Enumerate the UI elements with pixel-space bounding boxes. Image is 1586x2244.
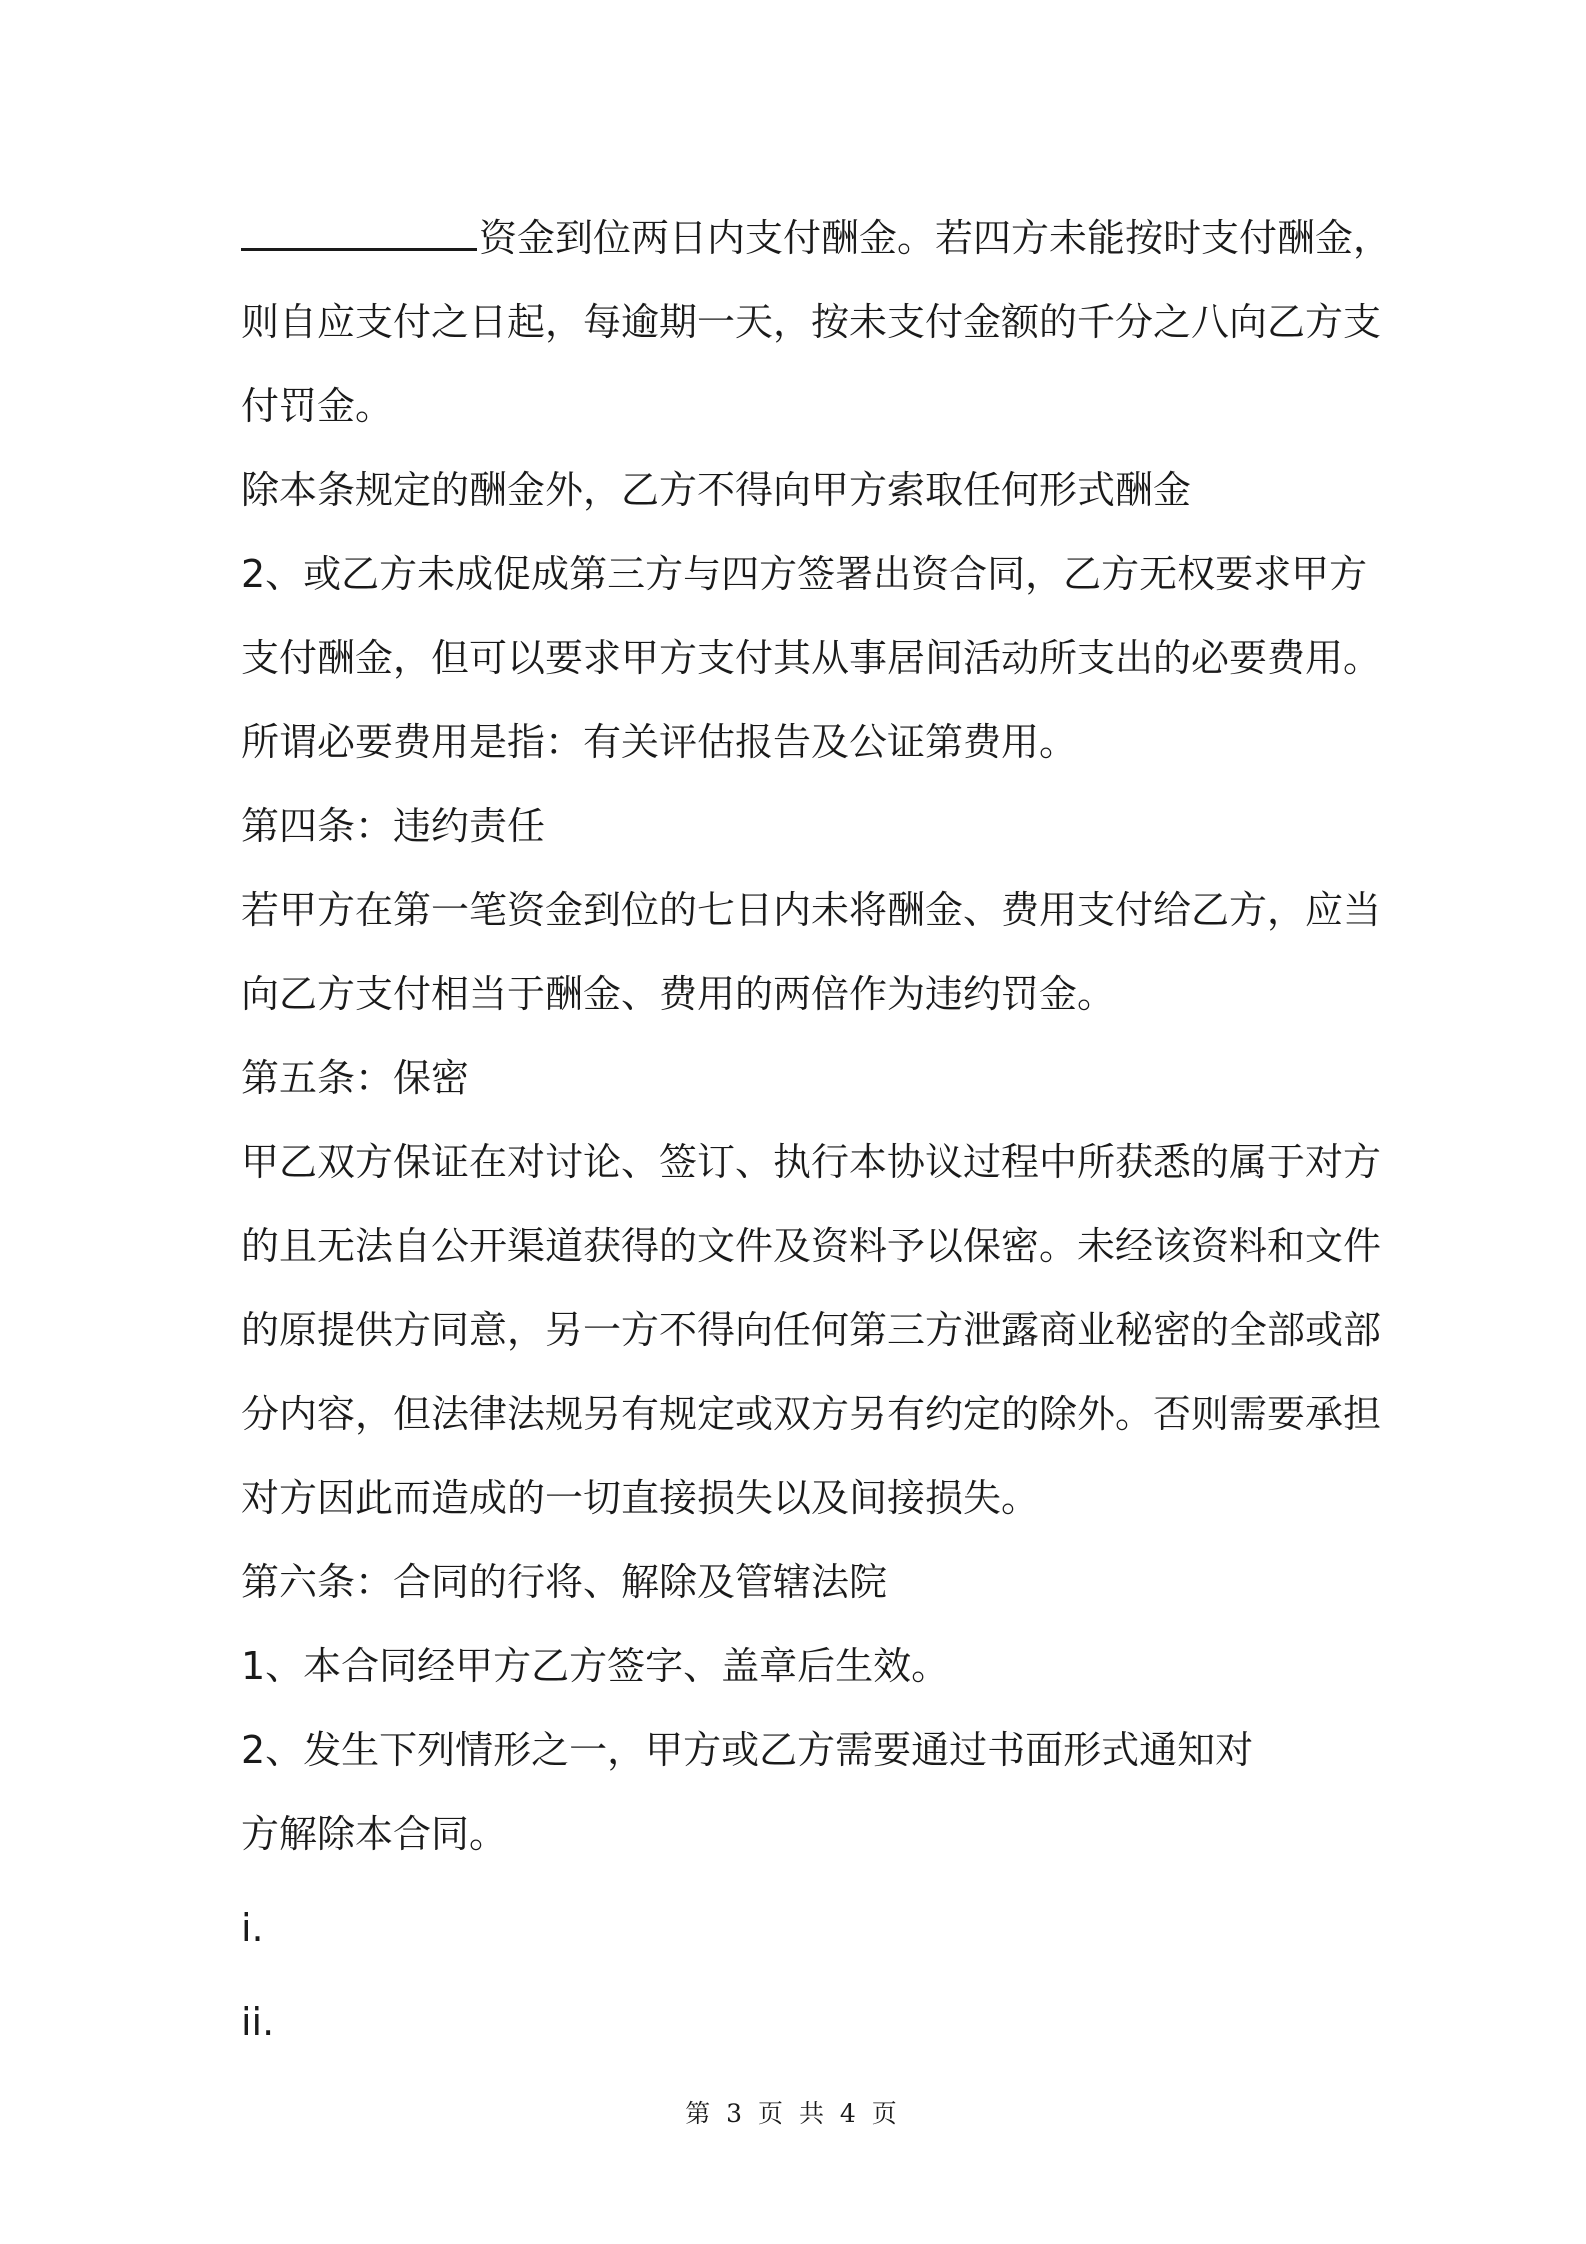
paragraph-line: 方解除本合同。 bbox=[241, 1812, 508, 1856]
page-number-footer: 第 3 页 共 4 页 bbox=[685, 2099, 901, 2128]
section-heading: 第六条：合同的行将、解除及管辖法院 bbox=[241, 1560, 888, 1604]
paragraph-line: 除本条规定的酬金外，乙方不得向甲方索取任何形式酬金 bbox=[241, 468, 1192, 512]
paragraph-line: 甲乙双方保证在对讨论、签订、执行本协议过程中所获悉的属于对方 bbox=[241, 1140, 1382, 1184]
paragraph-line: 资金到位两日内支付酬金。若四方未能按时支付酬金， bbox=[241, 196, 1361, 280]
section-heading: 第四条：违约责任 bbox=[241, 804, 546, 848]
paragraph-line: 支付酬金，但可以要求甲方支付其从事居间活动所支出的必要费用。 bbox=[241, 636, 1382, 680]
paragraph-line: 的原提供方同意，另一方不得向任何第三方泄露商业秘密的全部或部 bbox=[241, 1308, 1382, 1352]
section-heading: 第五条：保密 bbox=[241, 1056, 470, 1100]
paragraph-line: 的且无法自公开渠道获得的文件及资料予以保密。未经该资料和文件 bbox=[241, 1224, 1382, 1268]
list-item: 2、发生下列情形之一，甲方或乙方需要通过书面形式通知对 bbox=[241, 1728, 1254, 1772]
roman-list-item: i. bbox=[241, 1906, 264, 1950]
paragraph-line: 所谓必要费用是指：有关评估报告及公证第费用。 bbox=[241, 720, 1078, 764]
paragraph-line: 向乙方支付相当于酬金、费用的两倍作为违约罚金。 bbox=[241, 972, 1116, 1016]
paragraph-line: 若甲方在第一笔资金到位的七日内未将酬金、费用支付给乙方，应当 bbox=[241, 888, 1382, 932]
fill-in-blank bbox=[241, 214, 477, 251]
paragraph-line: 付罚金。 bbox=[241, 384, 394, 428]
list-item: 1、本合同经甲方乙方签字、盖章后生效。 bbox=[241, 1644, 950, 1688]
paragraph-line: 2、或乙方未成促成第三方与四方签署出资合同，乙方无权要求甲方 bbox=[241, 552, 1368, 596]
roman-list-item: ii. bbox=[241, 2000, 275, 2044]
paragraph-line: 则自应支付之日起，每逾期一天，按未支付金额的千分之八向乙方支 bbox=[241, 300, 1382, 344]
document-body bbox=[241, 196, 1392, 2064]
paragraph-line: 对方因此而造成的一切直接损失以及间接损失。 bbox=[241, 1476, 1040, 1520]
paragraph-line: 分内容，但法律法规另有规定或双方另有约定的除外。否则需要承担 bbox=[241, 1392, 1382, 1436]
